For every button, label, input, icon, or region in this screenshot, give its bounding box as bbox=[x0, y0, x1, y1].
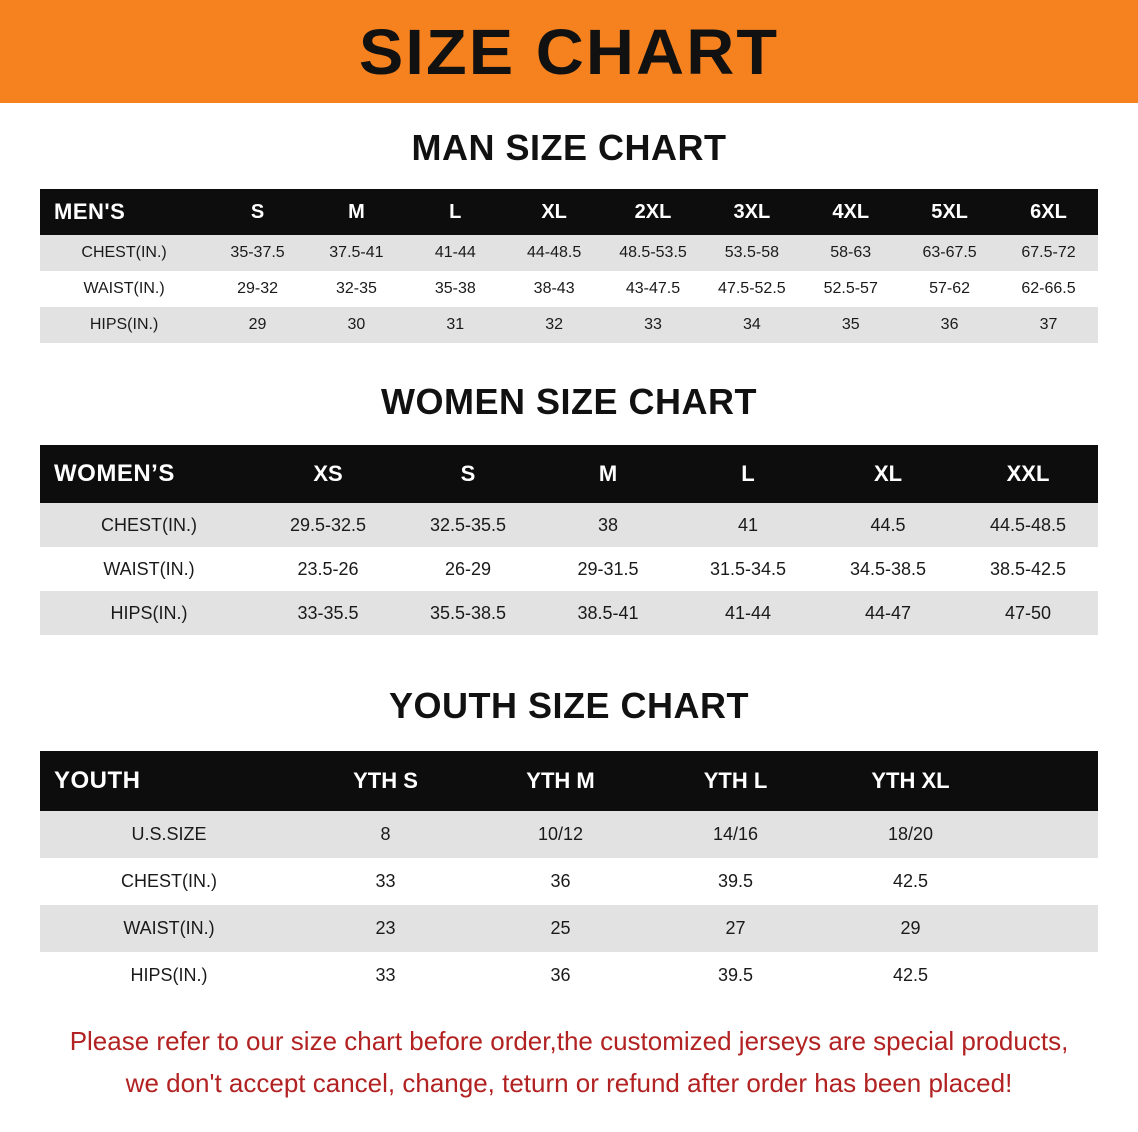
youth-row-label-waist: WAIST(IN.) bbox=[123, 918, 215, 938]
youth-section-title: YOUTH SIZE CHART bbox=[388, 685, 749, 726]
women-chest-xxl: 44.5-48.5 bbox=[989, 514, 1067, 535]
man-col-8: 5XL bbox=[931, 200, 968, 223]
women-hips-s: 35.5-38.5 bbox=[429, 602, 507, 623]
man-size-table bbox=[40, 189, 1098, 343]
man-waist-xl: 38-43 bbox=[533, 280, 575, 297]
women-waist-s: 26-29 bbox=[444, 558, 492, 579]
table-row bbox=[40, 235, 1098, 271]
women-col-3: M bbox=[598, 461, 618, 486]
man-hips-l: 31 bbox=[446, 316, 465, 333]
women-col-1: XS bbox=[313, 461, 343, 486]
man-hips-6xl: 37 bbox=[1039, 316, 1058, 333]
man-waist-l: 35-38 bbox=[434, 280, 476, 297]
youth-row-label-chest: CHEST(IN.) bbox=[121, 871, 217, 891]
man-col-5: 2XL bbox=[634, 200, 672, 223]
youth-col-spacer bbox=[998, 751, 1098, 811]
man-col-3: L bbox=[449, 200, 462, 223]
youth-spacer-cell bbox=[998, 952, 1098, 999]
women-table-header bbox=[40, 445, 1098, 503]
youth-spacer-cell bbox=[998, 905, 1098, 952]
women-waist-xs: 23.5-26 bbox=[297, 558, 359, 579]
man-waist-4xl: 52.5-57 bbox=[823, 280, 878, 297]
man-waist-3xl: 47.5-52.5 bbox=[718, 280, 786, 297]
youth-spacer-cell bbox=[998, 858, 1098, 905]
women-hips-xs: 33-35.5 bbox=[297, 602, 359, 623]
man-waist-m: 32-35 bbox=[335, 280, 377, 297]
man-col-1: S bbox=[250, 200, 265, 223]
table-header-row bbox=[40, 189, 1098, 235]
youth-spacer-cell bbox=[998, 811, 1098, 858]
youth-size-table bbox=[40, 751, 1098, 999]
man-chest-m: 37.5-41 bbox=[329, 244, 384, 261]
women-chest-l: 41 bbox=[737, 514, 759, 535]
youth-row-label-ussize: U.S.SIZE bbox=[131, 824, 207, 844]
women-chest-m: 38 bbox=[597, 514, 619, 535]
youth-table-wrapper bbox=[40, 751, 1098, 999]
man-chest-l: 41-44 bbox=[434, 244, 476, 261]
table-header-row bbox=[40, 445, 1098, 503]
youth-hips-s: 33 bbox=[375, 965, 396, 985]
table-row bbox=[40, 591, 1098, 635]
women-waist-xl: 34.5-38.5 bbox=[849, 558, 927, 579]
youth-ussize-m: 10/12 bbox=[537, 824, 584, 844]
man-waist-5xl: 57-62 bbox=[929, 280, 971, 297]
youth-chest-s: 33 bbox=[375, 871, 396, 891]
man-row-label-hips: HIPS(IN.) bbox=[89, 316, 159, 333]
youth-hips-xl: 42.5 bbox=[892, 965, 929, 985]
man-col-4: XL bbox=[541, 200, 567, 223]
man-hips-3xl: 34 bbox=[742, 316, 761, 333]
youth-chest-l: 39.5 bbox=[717, 871, 754, 891]
man-table-wrapper bbox=[40, 189, 1098, 343]
man-waist-6xl: 62-66.5 bbox=[1021, 280, 1076, 297]
table-row bbox=[40, 858, 1098, 905]
women-hips-m: 38.5-41 bbox=[577, 602, 639, 623]
man-chest-xl: 44-48.5 bbox=[527, 244, 582, 261]
banner bbox=[0, 0, 1138, 103]
youth-table-body bbox=[40, 811, 1098, 999]
youth-waist-xl: 29 bbox=[900, 918, 921, 938]
women-row-label-chest: CHEST(IN.) bbox=[101, 514, 197, 535]
youth-hips-l: 39.5 bbox=[717, 965, 754, 985]
youth-col-2: YTH M bbox=[526, 768, 595, 793]
women-hips-l: 41-44 bbox=[724, 602, 772, 623]
women-chest-xs: 29.5-32.5 bbox=[289, 514, 367, 535]
man-chest-5xl: 63-67.5 bbox=[922, 244, 977, 261]
man-hips-s: 29 bbox=[248, 316, 267, 333]
man-corner-label: MEN'S bbox=[54, 199, 126, 224]
man-section-title: MAN SIZE CHART bbox=[411, 127, 727, 168]
women-hips-xxl: 47-50 bbox=[1004, 602, 1052, 623]
women-waist-m: 29-31.5 bbox=[577, 558, 639, 579]
man-hips-2xl: 33 bbox=[644, 316, 662, 333]
man-chest-s: 35-37.5 bbox=[230, 244, 285, 261]
man-waist-2xl: 43-47.5 bbox=[625, 280, 681, 297]
youth-chest-m: 36 bbox=[550, 871, 571, 891]
table-row bbox=[40, 307, 1098, 343]
women-chest-s: 32.5-35.5 bbox=[429, 514, 507, 535]
youth-row-label-hips: HIPS(IN.) bbox=[130, 965, 208, 985]
man-row-label-waist: WAIST(IN.) bbox=[83, 280, 165, 297]
man-hips-4xl: 35 bbox=[841, 316, 860, 333]
man-row-label-chest: CHEST(IN.) bbox=[81, 244, 167, 261]
women-table-body bbox=[40, 503, 1098, 635]
table-header-row bbox=[40, 751, 1098, 811]
youth-corner-label: YOUTH bbox=[54, 767, 141, 794]
women-row-label-waist: WAIST(IN.) bbox=[103, 558, 195, 579]
youth-chest-xl: 42.5 bbox=[892, 871, 929, 891]
man-col-7: 4XL bbox=[832, 200, 870, 223]
banner-title: SIZE CHART bbox=[358, 15, 780, 88]
youth-col-4: YTH XL bbox=[871, 768, 950, 793]
youth-col-3: YTH L bbox=[703, 768, 768, 793]
women-hips-xl: 44-47 bbox=[864, 602, 912, 623]
man-col-2: M bbox=[348, 200, 365, 223]
disclaimer-note bbox=[34, 1021, 1104, 1104]
man-hips-5xl: 36 bbox=[940, 316, 959, 333]
women-col-6: XXL bbox=[1006, 461, 1050, 486]
women-chest-xl: 44.5 bbox=[870, 514, 906, 535]
women-col-4: L bbox=[741, 461, 755, 486]
youth-ussize-l: 14/16 bbox=[712, 824, 759, 844]
table-row bbox=[40, 811, 1098, 858]
man-hips-m: 30 bbox=[347, 316, 366, 333]
man-col-9: 6XL bbox=[1030, 200, 1067, 223]
man-chest-3xl: 53.5-58 bbox=[724, 244, 779, 261]
women-table-wrapper bbox=[40, 445, 1098, 635]
table-row bbox=[40, 271, 1098, 307]
man-table-header bbox=[40, 189, 1098, 235]
youth-col-1: YTH S bbox=[353, 768, 418, 793]
man-chest-6xl: 67.5-72 bbox=[1021, 244, 1076, 261]
table-row bbox=[40, 952, 1098, 999]
women-col-2: S bbox=[460, 461, 476, 486]
youth-table-header bbox=[40, 751, 1098, 811]
women-corner-label: WOMEN’S bbox=[54, 460, 175, 487]
man-col-6: 3XL bbox=[733, 200, 771, 223]
women-section-title: WOMEN SIZE CHART bbox=[381, 381, 757, 422]
table-row bbox=[40, 547, 1098, 591]
youth-waist-s: 23 bbox=[375, 918, 396, 938]
youth-ussize-s: 8 bbox=[380, 824, 391, 844]
youth-hips-m: 36 bbox=[550, 965, 571, 985]
table-row bbox=[40, 503, 1098, 547]
man-chest-2xl: 48.5-53.5 bbox=[619, 244, 687, 261]
man-waist-s: 29-32 bbox=[237, 280, 279, 297]
women-row-label-hips: HIPS(IN.) bbox=[110, 602, 188, 623]
women-col-5: XL bbox=[873, 461, 903, 486]
youth-ussize-xl: 18/20 bbox=[887, 824, 934, 844]
man-table-body bbox=[40, 235, 1098, 343]
disclaimer-line-2: we don't accept cancel, change, teturn or refund after order has been placed! bbox=[125, 1067, 1013, 1098]
youth-waist-m: 25 bbox=[550, 918, 571, 938]
women-waist-l: 31.5-34.5 bbox=[709, 558, 787, 579]
man-hips-xl: 32 bbox=[545, 316, 564, 333]
youth-waist-l: 27 bbox=[725, 918, 746, 938]
women-size-table bbox=[40, 445, 1098, 635]
man-chest-4xl: 58-63 bbox=[830, 244, 872, 261]
disclaimer-line-1: Please refer to our size chart before order,the customized jerseys are special products, bbox=[69, 1026, 1069, 1056]
table-row bbox=[40, 905, 1098, 952]
women-waist-xxl: 38.5-42.5 bbox=[989, 558, 1067, 579]
